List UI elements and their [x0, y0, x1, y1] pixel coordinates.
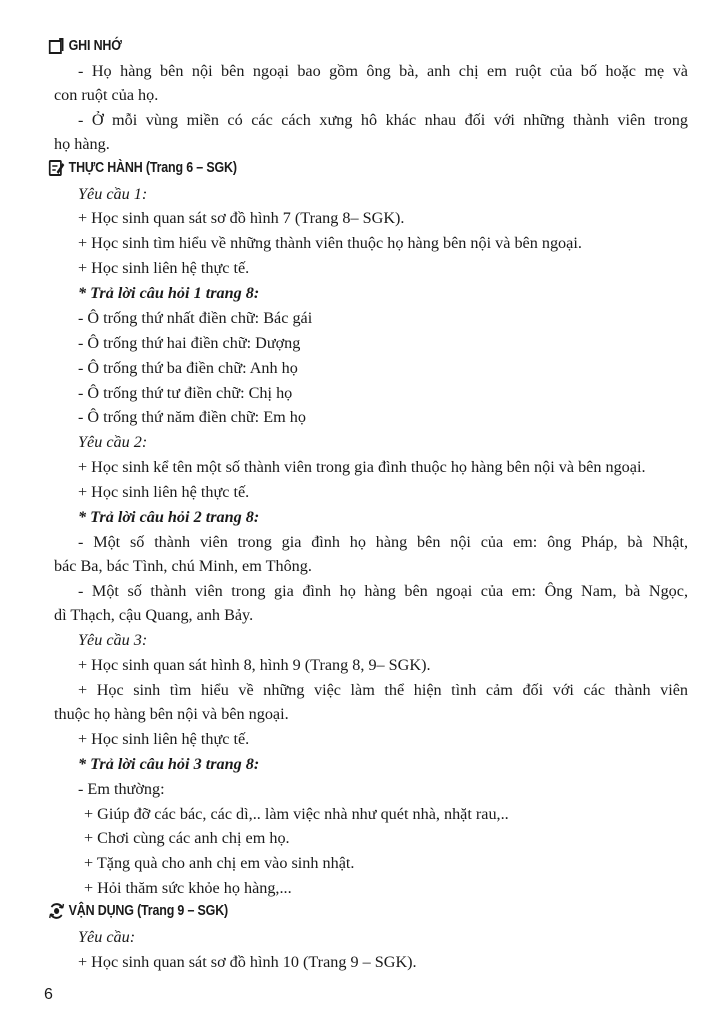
answer-1-item: - Ô trống thứ hai điền chữ: Dượng — [78, 334, 301, 352]
requirement-1-label: Yêu cầu 1: — [78, 185, 148, 203]
answer-3-item: + Tặng quà cho anh chị em vào sinh nhật. — [84, 854, 355, 872]
page-number: 6 — [44, 986, 53, 1003]
requirement-1-item: + Học sinh quan sát sơ đồ hình 7 (Trang 8– SGK). — [78, 209, 405, 227]
answer-2-title: * Trả lời câu hỏi 2 trang 8: — [78, 508, 260, 526]
ghi-nho-paragraph-2-line-2: họ hàng. — [54, 135, 110, 153]
answer-1-item: - Ô trống thứ nhất điền chữ: Bác gái — [78, 309, 313, 327]
requirement-1-item: + Học sinh tìm hiểu về những thành viên thuộc họ hàng bên nội và bên ngoại. — [78, 234, 582, 252]
thuc-hanh-heading — [48, 156, 237, 180]
answer-2-maternal-line-1: - Một số thành viên trong gia đình họ hàng bên ngoại của em: Ông Nam, bà Ngọc, — [78, 582, 688, 600]
van-dung-heading — [48, 899, 228, 923]
requirement-3-label: Yêu cầu 3: — [78, 631, 148, 649]
answer-3-item: + Chơi cùng các anh chị em họ. — [84, 829, 290, 847]
answer-3-item: + Hỏi thăm sức khỏe họ hàng,... — [84, 879, 292, 897]
requirement-3-item-line-1: + Học sinh tìm hiểu về những việc làm thể hiện tình cảm đối với các thành viên — [78, 681, 688, 699]
ghi-nho-paragraph-1-line-2: con ruột của họ. — [54, 86, 159, 104]
requirement-2-label: Yêu cầu 2: — [78, 433, 148, 451]
van-dung-item: + Học sinh quan sát sơ đồ hình 10 (Trang 9 – SGK). — [78, 953, 417, 971]
requirement-3-item: + Học sinh liên hệ thực tế. — [78, 730, 250, 748]
requirement-1-item: + Học sinh liên hệ thực tế. — [78, 259, 250, 277]
thuc-hanh-title: THỰC HÀNH (Trang 6 – SGK) — [68, 160, 237, 176]
apply-cycle-icon — [48, 901, 65, 921]
answer-1-item: - Ô trống thứ tư điền chữ: Chị họ — [78, 384, 293, 402]
ghi-nho-title: GHI NHỚ — [68, 38, 122, 54]
requirement-2-item: + Học sinh liên hệ thực tế. — [78, 483, 250, 501]
requirement-2-item: + Học sinh kể tên một số thành viên trong gia đình thuộc họ hàng bên nội và bên ngoại. — [78, 458, 646, 476]
answer-1-item: - Ô trống thứ năm điền chữ: Em họ — [78, 408, 306, 426]
ghi-nho-heading — [48, 34, 122, 58]
answer-3-intro: - Em thường: — [78, 780, 165, 798]
answer-2-paternal-line-1: - Một số thành viên trong gia đình họ hàng bên nội của em: ông Pháp, bà Nhật, — [78, 533, 688, 551]
answer-2-maternal-line-2: dì Thạch, cậu Quang, anh Bảy. — [54, 606, 254, 624]
requirement-3-item: + Học sinh quan sát hình 8, hình 9 (Trang 8, 9– SGK). — [78, 656, 431, 674]
van-dung-title: VẬN DỤNG (Trang 9 – SGK) — [68, 903, 229, 919]
van-dung-requirement-label: Yêu cầu: — [78, 928, 136, 946]
answer-3-item: + Giúp đỡ các bác, các dì,.. làm việc nhà như quét nhà, nhặt rau,.. — [84, 805, 509, 823]
answer-1-item: - Ô trống thứ ba điền chữ: Anh họ — [78, 359, 298, 377]
answer-3-title: * Trả lời câu hỏi 3 trang 8: — [78, 755, 260, 773]
edit-note-icon — [48, 158, 65, 178]
answer-1-title: * Trả lời câu hỏi 1 trang 8: — [78, 284, 260, 302]
note-icon — [48, 36, 65, 56]
requirement-3-item-line-2: thuộc họ hàng bên nội và bên ngoại. — [54, 705, 289, 723]
ghi-nho-paragraph-1-line-1: - Họ hàng bên nội bên ngoại bao gồm ông bà, anh chị em ruột của bố hoặc mẹ và — [78, 62, 688, 80]
answer-2-paternal-line-2: bác Ba, bác Tình, chú Minh, em Thông. — [54, 557, 312, 575]
ghi-nho-paragraph-2-line-1: - Ở mỗi vùng miền có các cách xưng hô khác nhau đối với những thành viên trong — [78, 111, 688, 129]
